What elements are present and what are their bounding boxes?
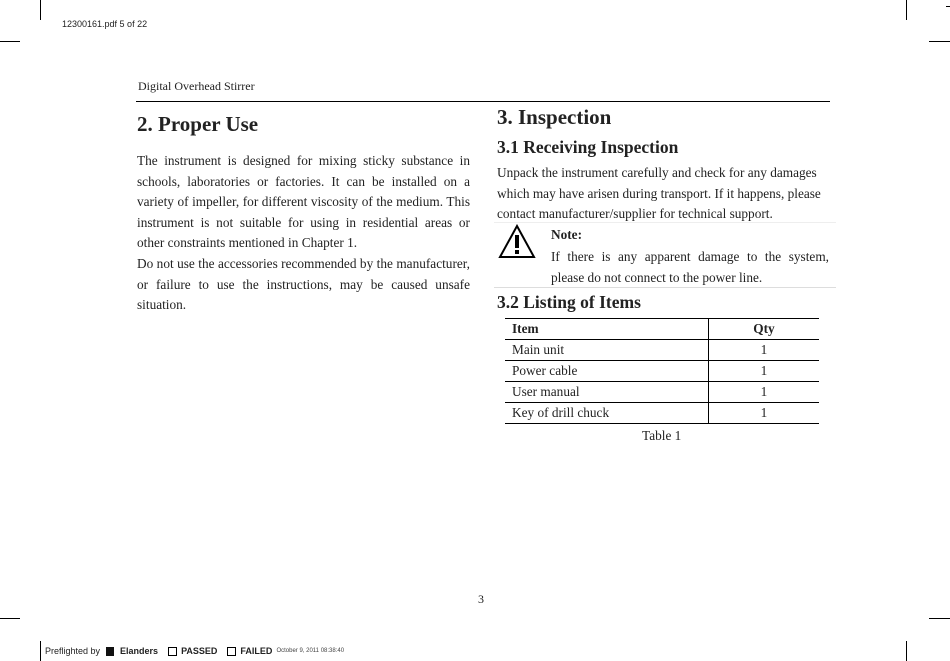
- passed-checkbox: [168, 647, 177, 656]
- preflight-label: Preflighted by: [45, 646, 101, 656]
- table-row: [505, 403, 819, 424]
- crop-mark: [929, 41, 950, 42]
- table-cell: Power cable: [505, 361, 709, 382]
- items-table: [505, 318, 819, 424]
- subsection-3-1-heading: 3.1 Receiving Inspection: [497, 137, 679, 157]
- section-2-heading: 2. Proper Use: [137, 112, 259, 136]
- note-text: If there is any apparent damage to the system, please do not connect to the power line.: [551, 249, 829, 285]
- table-cell: 1: [709, 382, 820, 403]
- receiving-inspection-text: Unpack the instrument carefully and check for any damages which may have arisen during transport. If it happens, please contact manufacturer/supplier for technical support.: [497, 165, 821, 222]
- crop-mark: [40, 641, 41, 661]
- crop-mark: [929, 618, 950, 619]
- table-cell: Key of drill chuck: [505, 403, 709, 424]
- elanders-logo-icon: [106, 647, 114, 656]
- failed-checkbox: [227, 647, 236, 656]
- timestamp: October 9, 2011 08:38:40: [276, 648, 345, 654]
- crop-mark: [40, 0, 41, 20]
- subsection-3-2-heading: 3.2 Listing of Items: [497, 292, 641, 312]
- page-number: 3: [478, 592, 484, 606]
- table-cell: 1: [709, 403, 820, 424]
- crop-mark: [946, 6, 950, 7]
- crop-mark: [0, 41, 20, 42]
- table-caption: Table 1: [642, 428, 682, 443]
- passed-label: PASSED: [181, 646, 218, 656]
- failed-label: FAILED: [240, 646, 273, 656]
- paragraph: Do not use the accessories recommended by the manufacturer, or failure to use the instructions, may be caused unsafe situation.: [137, 255, 470, 313]
- header-rule: [136, 101, 830, 102]
- table-row: [505, 361, 819, 382]
- table-cell: 1: [709, 361, 820, 382]
- table-cell: User manual: [505, 382, 709, 403]
- brand-name: Elanders: [120, 646, 159, 656]
- crop-mark: [906, 641, 907, 661]
- paragraph: The instrument is designed for mixing sticky substance in schools, laboratories or factories. It can be installed on a variety of impeller, for different viscosity of the medium. This instrument is not suitable for using in residential areas or other constraints mentioned in Chapter 1.: [137, 153, 470, 251]
- table-cell: 1: [709, 340, 820, 361]
- file-label: 12300161.pdf 5 of 22: [62, 19, 148, 29]
- column-header-qty: Qty: [709, 319, 820, 340]
- table-row: [505, 382, 819, 403]
- note-title: Note:: [551, 227, 583, 242]
- running-header: Digital Overhead Stirrer: [138, 79, 255, 93]
- warning-icon: [498, 224, 536, 260]
- preflight-footer: [45, 646, 344, 656]
- table-cell: Main unit: [505, 340, 709, 361]
- section-3-heading: 3. Inspection: [497, 105, 612, 129]
- table-row: [505, 340, 819, 361]
- column-header-item: Item: [505, 319, 709, 340]
- table-header-row: [505, 319, 819, 340]
- crop-mark: [0, 618, 20, 619]
- crop-mark: [906, 0, 907, 20]
- section-2-body: [137, 151, 470, 316]
